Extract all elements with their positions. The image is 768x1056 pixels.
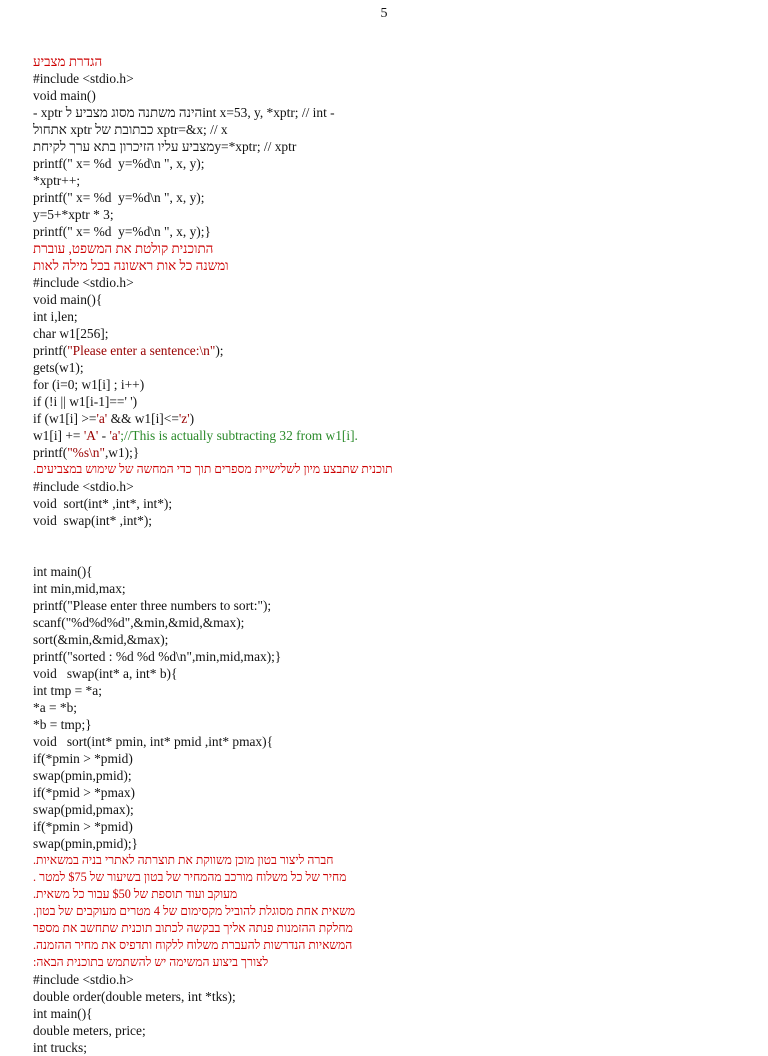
section-heading: מחיר של כל משלוח מורכב מהמחיר של בטון בשיעור של $75 למטר .: [33, 870, 347, 884]
code-fragment: xptr: [70, 122, 92, 137]
code-line: int main(){: [33, 564, 93, 579]
code-line: sort(&min,&mid,&max);: [33, 632, 169, 647]
code-line: printf(" x= %d y=%d\n ", x, y);: [33, 156, 205, 171]
code-line-printf: [33, 342, 733, 359]
code-line-assign: [33, 121, 733, 138]
code-line: void sort(int* ,int*, int*);: [33, 496, 173, 511]
code-line: if(*pmin > *pmid): [33, 819, 133, 834]
code-line: gets(w1);: [33, 360, 84, 375]
code-line: #include <stdio.h>: [33, 972, 134, 987]
code-line: #include <stdio.h>: [33, 479, 134, 494]
code-line: swap(pmin,pmid);}: [33, 836, 138, 851]
page-number: 5: [380, 6, 388, 21]
code-line: *a = *b;: [33, 700, 77, 715]
code-fragment: y=*xptr; // xptr: [214, 139, 297, 154]
code-line: int i,len;: [33, 309, 78, 324]
section-heading: ומשנה כל אות ראשונה בכל מילה לאות: [33, 258, 229, 273]
code-line: void main(): [33, 88, 96, 103]
code-fragment: xptr=&x; // x: [156, 122, 228, 137]
code-line: printf("Please enter three numbers to sort:");: [33, 598, 272, 613]
code-line: if (!i || w1[i-1]==' '): [33, 394, 138, 409]
code-fragment: );: [215, 343, 224, 358]
code-line: printf(" x= %d y=%d\n ", x, y);}: [33, 224, 211, 239]
code-line-decl: [33, 104, 733, 121]
section-heading: מחלקת ההזמנות פנתה אליך בבקשה לכתוב תוכנית שתחשב את מספר: [33, 921, 353, 935]
code-line: void sort(int* pmin, int* pmid ,int* pmax){: [33, 734, 274, 749]
char-literal: 'a': [96, 411, 108, 426]
code-line: void swap(int* ,int*);: [33, 513, 153, 528]
code-line: void main(){: [33, 292, 103, 307]
code-fragment: ): [189, 411, 195, 426]
code-line: swap(pmin,pmid);: [33, 768, 132, 783]
code-fragment: && w1[i]<=: [107, 411, 179, 426]
code-line-deref: [33, 138, 733, 155]
code-line: int min,mid,max;: [33, 581, 126, 596]
code-line: swap(pmid,pmax);: [33, 802, 134, 817]
hebrew-comment: אתחול: [33, 122, 71, 137]
blank-line: [33, 546, 733, 563]
string-literal: "%s\n": [67, 445, 105, 460]
char-literal: 'A': [83, 428, 99, 443]
code-line: char w1[256];: [33, 326, 109, 341]
section-heading: משאית אחת מסוגלת להוביל מקסימום של 4 מטרים מעוקבים של בטון.: [33, 904, 356, 918]
code-line-printf: [33, 444, 733, 461]
code-line: int trucks;: [33, 1040, 87, 1055]
section-heading: הגדרת מצביע: [33, 54, 103, 69]
code-line: void swap(int* a, int* b){: [33, 666, 178, 681]
code-fragment: ,w1);}: [104, 445, 140, 460]
code-line: for (i=0; w1[i] ; i++): [33, 377, 145, 392]
code-fragment: printf(: [33, 445, 68, 460]
code-line: scanf("%d%d%d",&min,&mid,&max);: [33, 615, 245, 630]
hebrew-comment: כבתובת של: [91, 122, 157, 137]
code-line-if: [33, 410, 733, 427]
code-line: double order(double meters, int *tks);: [33, 989, 236, 1004]
code-line: *xptr++;: [33, 173, 81, 188]
code-line: int main(){: [33, 1006, 93, 1021]
code-line: double meters, price;: [33, 1023, 146, 1038]
code-fragment: w1[i] +=: [33, 428, 84, 443]
code-fragment: if (w1[i] >=: [33, 411, 97, 426]
section-heading: המשאיות הנדרשות להעברת משלוח ללקוח ותדפיס את מחיר ההזמנה.: [33, 938, 353, 952]
section-heading: תוכנית שתבצע מיון לשלישיית מספרים תוך כדי המחשה של שימוש במצביעים.: [33, 462, 393, 476]
code-line: *b = tmp;}: [33, 717, 92, 732]
code-fragment: printf(: [33, 343, 68, 358]
char-literal: 'a': [109, 428, 121, 443]
code-line: if(*pmin > *pmid): [33, 751, 133, 766]
section-heading: מעוקב ועוד תוספת של $50 עבור כל משאית.: [33, 887, 238, 901]
document-body: [33, 53, 733, 1056]
hebrew-comment: מצביע עליו הזיכרון בתא ערך לקיחת: [33, 139, 215, 154]
code-comment: ;//This is actually subtracting 32 from w1[i].: [120, 428, 358, 443]
code-fragment: - xptr: [33, 105, 66, 120]
code-line-add: [33, 427, 733, 444]
section-heading: התוכנית קולטת את המשפט, עוברת: [33, 241, 214, 256]
code-line: #include <stdio.h>: [33, 275, 134, 290]
blank-line: [33, 529, 733, 546]
section-heading: לצורך ביצוע המשימה יש להשתמש בתוכנית הבאה:: [33, 955, 269, 969]
code-line: int tmp = *a;: [33, 683, 102, 698]
char-literal: 'z': [178, 411, 190, 426]
code-fragment: int x=53, y, *xptr; // int -: [202, 105, 335, 120]
code-line: #include <stdio.h>: [33, 71, 134, 86]
code-line: y=5+*xptr * 3;: [33, 207, 114, 222]
section-heading: חברה ליצור בטון מוכן משווקת את תוצרתה לאתרי בניה במשאיות.: [33, 853, 334, 867]
string-literal: "Please enter a sentence:\n": [67, 343, 216, 358]
code-line: printf("sorted : %d %d %d\n",min,mid,max);}: [33, 649, 282, 664]
code-fragment: -: [98, 428, 110, 443]
hebrew-comment: הינה משתנה מסוג מצביע ל: [65, 105, 203, 120]
code-line: if(*pmid > *pmax): [33, 785, 136, 800]
code-line: printf(" x= %d y=%d\n ", x, y);: [33, 190, 205, 205]
